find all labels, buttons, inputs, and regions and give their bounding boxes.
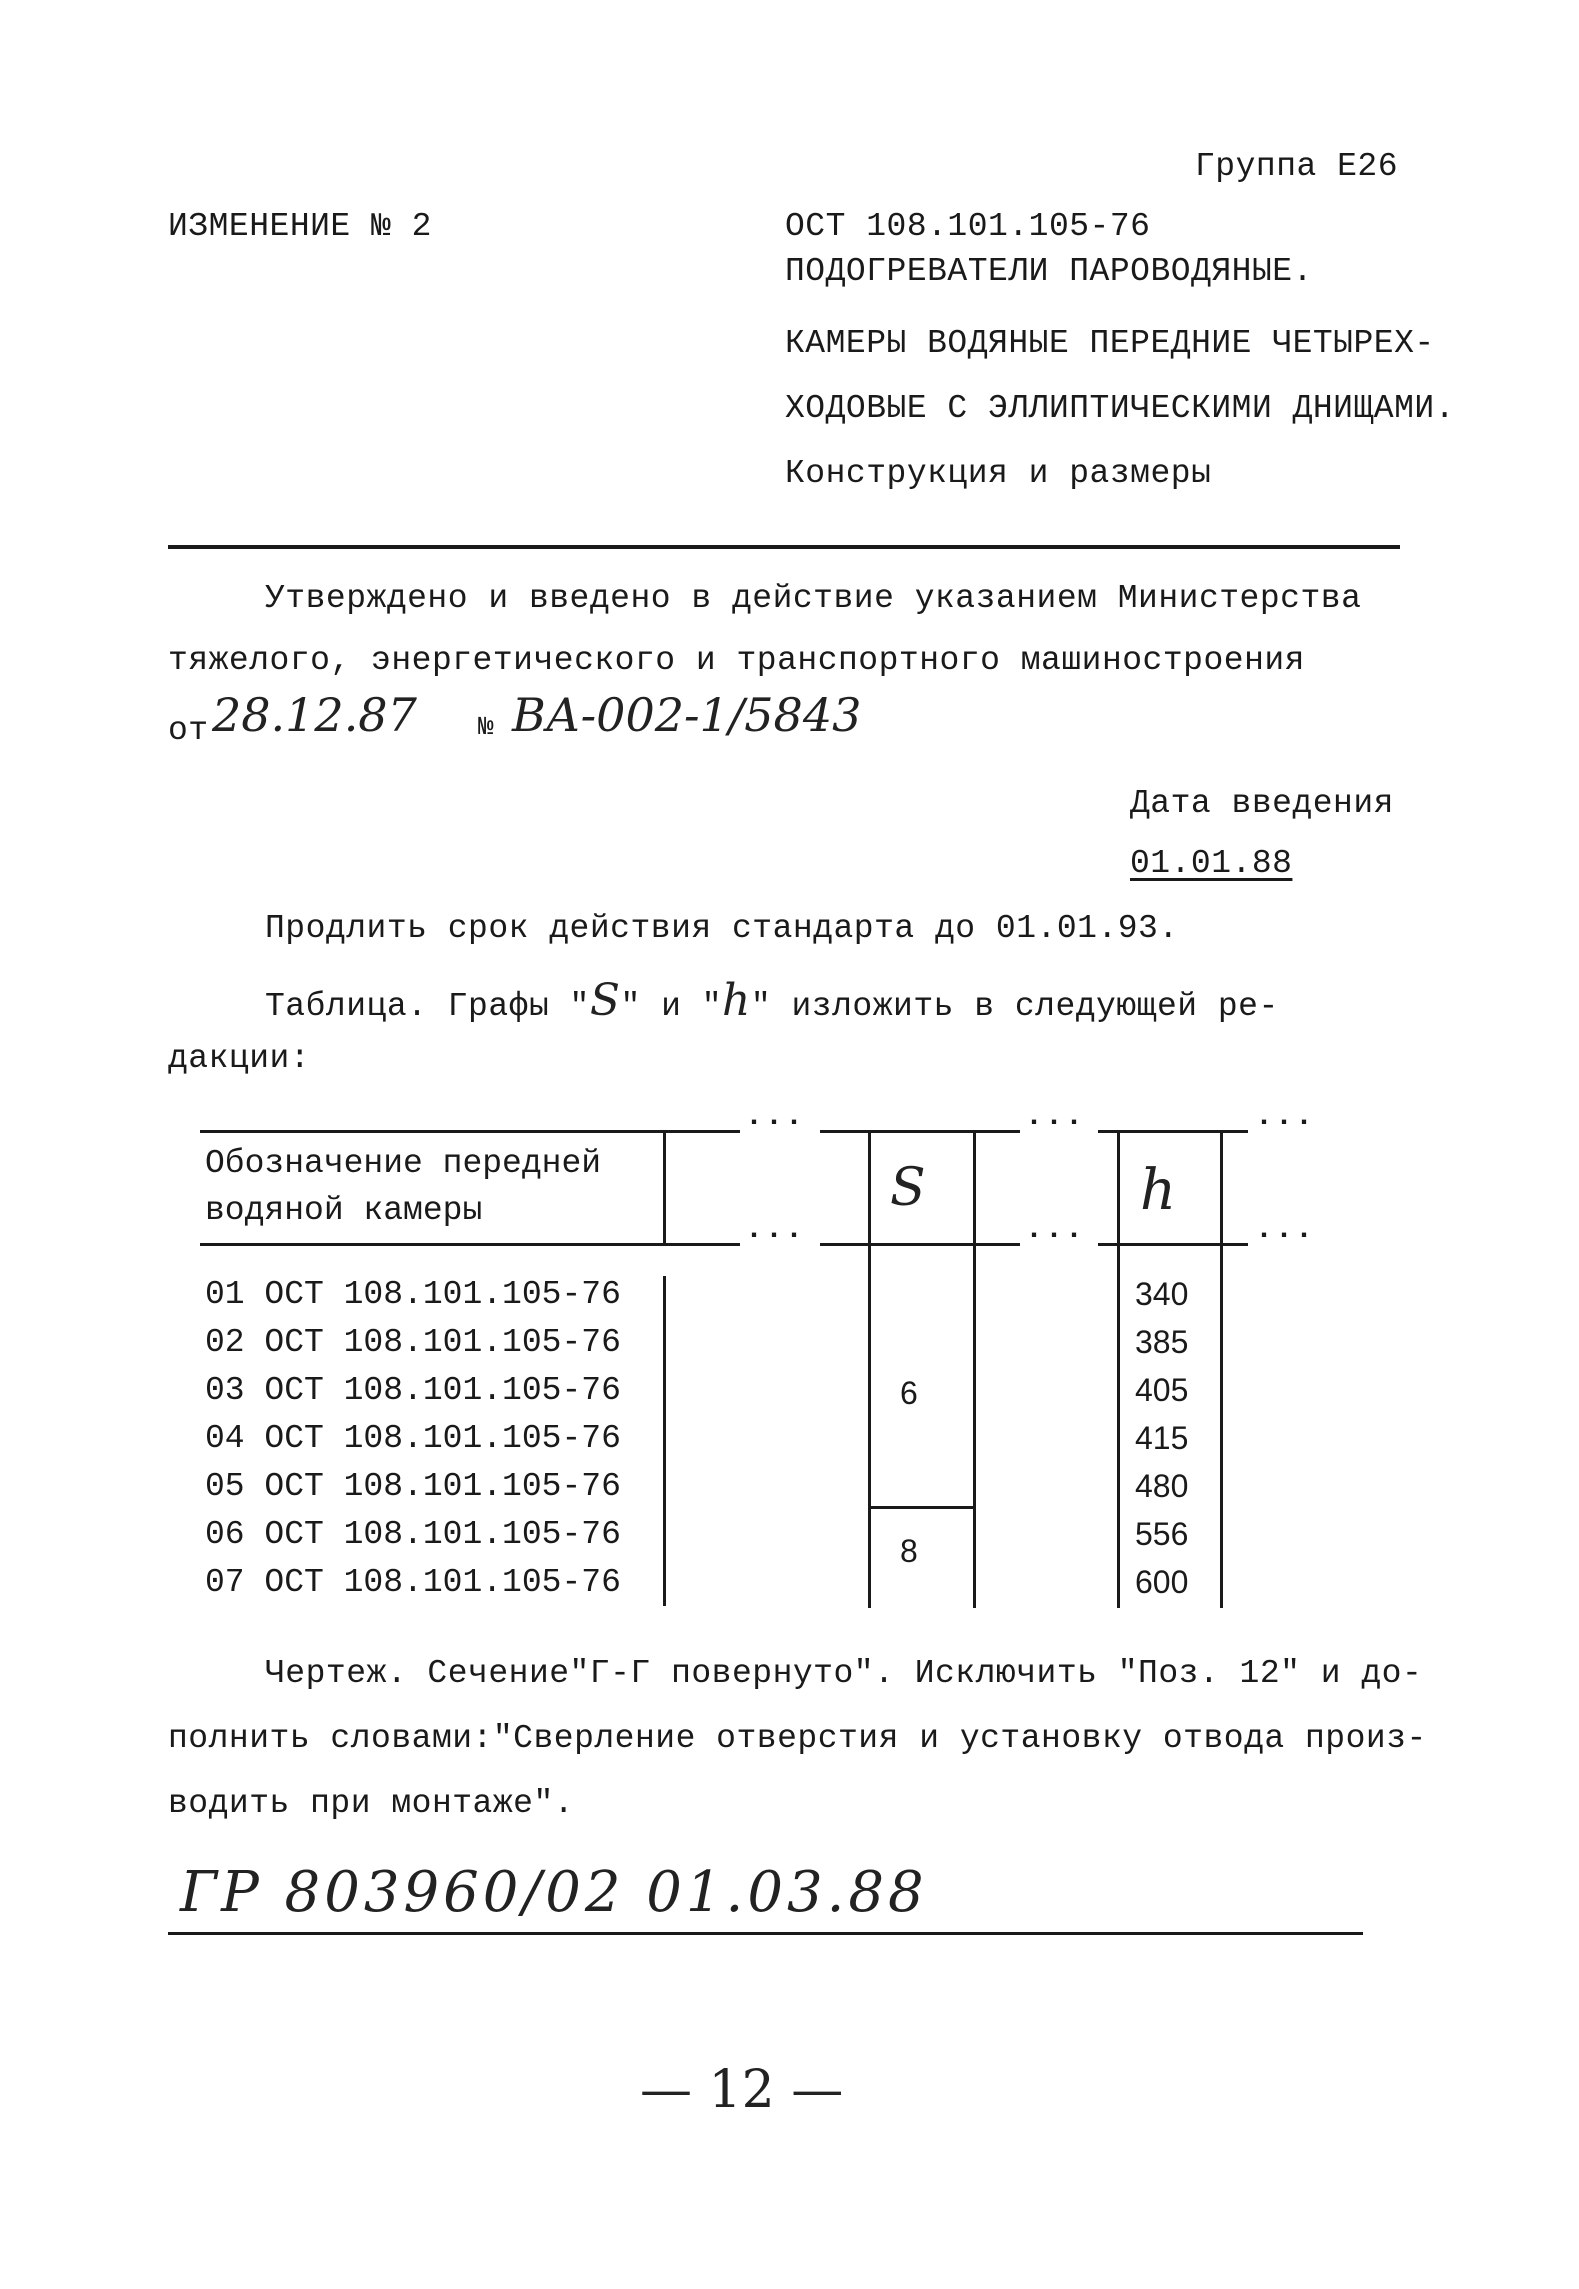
table-header-h: h (1140, 1158, 1177, 1223)
table-top-rule-1 (200, 1130, 740, 1133)
table-top-dots-3: ... (1255, 1100, 1316, 1134)
table-header-designation-2: водяной камеры (205, 1192, 483, 1229)
drawing-note-line-1: Чертеж. Сечение"Г-Г повернуто". Исключить "Поз. 12" и до- (265, 1655, 1423, 1692)
table-header-s: S (890, 1158, 926, 1218)
table-header-dots-3: ... (1255, 1213, 1316, 1247)
group-label: Группа Е26 (1195, 148, 1399, 185)
table-row-designation: 05 ОСТ 108.101.105-76 (205, 1468, 621, 1505)
table-row-designation: 03 ОСТ 108.101.105-76 (205, 1372, 621, 1409)
table-intro-s: S (589, 975, 621, 1026)
table-row-h: 405 (1135, 1372, 1189, 1408)
table-intro-line-2: дакции: (168, 1040, 311, 1077)
standard-number: ОСТ 108.101.105-76 (785, 208, 1151, 245)
table-intro-line (265, 975, 1279, 1026)
approval-from-prefix: от (168, 712, 209, 749)
intro-date-value: 01.01.88 (1130, 845, 1293, 882)
table-row-designation: 02 ОСТ 108.101.105-76 (205, 1324, 621, 1361)
table-col-line-h-left (1117, 1133, 1120, 1608)
table-header-dots-1: ... (745, 1213, 806, 1247)
header-divider (168, 545, 1400, 549)
registration-underline (168, 1932, 1363, 1935)
table-row-h: 480 (1135, 1468, 1189, 1504)
table-row-h: 556 (1135, 1516, 1189, 1552)
approval-line-1: Утверждено и введено в действие указанием Министерства (265, 580, 1362, 617)
table-col-line-h-right (1220, 1133, 1223, 1608)
table-col-line-s-right (973, 1133, 976, 1608)
table-header-dots-2: ... (1025, 1213, 1086, 1247)
table-intro-part-c: " изложить в следующей ре- (750, 988, 1279, 1025)
page-number: — 12 — (640, 2060, 844, 2120)
table-s-value-group-1: 6 (900, 1375, 918, 1411)
table-row-h: 340 (1135, 1276, 1189, 1312)
approval-number-prefix: № (478, 712, 495, 742)
table-s-group-divider (868, 1506, 976, 1509)
table-header-rule-3 (1098, 1243, 1248, 1246)
title-line-3: ХОДОВЫЕ С ЭЛЛИПТИЧЕСКИМИ ДНИЩАМИ. (785, 390, 1456, 427)
title-line-2: КАМЕРЫ ВОДЯНЫЕ ПЕРЕДНИЕ ЧЕТЫРЕХ- (785, 325, 1435, 362)
registration-handwritten: ГР 803960/02 01.03.88 (180, 1860, 928, 1925)
table-top-rule-2 (820, 1130, 1020, 1133)
approval-line-2: тяжелого, энергетического и транспортного машиностроения (168, 642, 1305, 679)
table-s-value-group-2: 8 (900, 1533, 918, 1569)
title-line-4: Конструкция и размеры (785, 455, 1212, 492)
table-intro-part-b: " и " (620, 988, 723, 1025)
table-row-designation: 06 ОСТ 108.101.105-76 (205, 1516, 621, 1553)
table-header-designation-1: Обозначение передней (205, 1145, 602, 1182)
table-top-dots-2: ... (1025, 1100, 1086, 1134)
table-intro-h: h (722, 975, 751, 1026)
intro-date-label: Дата введения (1130, 785, 1394, 822)
drawing-note-line-3: водить при монтаже". (168, 1785, 575, 1822)
approval-date-handwritten: 28.12.87 (212, 688, 417, 742)
drawing-note-line-2: полнить словами:"Сверление отверстия и установку отвода произ- (168, 1720, 1427, 1757)
table-header-rule-1 (200, 1243, 740, 1246)
table-header-rule-2 (820, 1243, 1020, 1246)
table-row-designation: 04 ОСТ 108.101.105-76 (205, 1420, 621, 1457)
extend-term-text: Продлить срок действия стандарта до 01.01.93. (265, 910, 1179, 947)
change-label: ИЗМЕНЕНИЕ № 2 (168, 208, 432, 245)
table-col-line-1-body (663, 1276, 666, 1606)
table-top-rule-3 (1098, 1130, 1248, 1133)
title-line-1: ПОДОГРЕВАТЕЛИ ПАРОВОДЯНЫЕ. (785, 253, 1313, 290)
table-row-h: 415 (1135, 1420, 1189, 1456)
table-row-h: 600 (1135, 1564, 1189, 1600)
table-row-h: 385 (1135, 1324, 1189, 1360)
table-row-designation: 01 ОСТ 108.101.105-76 (205, 1276, 621, 1313)
table-top-dots-1: ... (745, 1100, 806, 1134)
table-col-line-s-left (868, 1133, 871, 1608)
table-col-line-1 (663, 1133, 666, 1243)
table-row-designation: 07 ОСТ 108.101.105-76 (205, 1564, 621, 1601)
approval-number-handwritten: ВА-002-1/5843 (512, 688, 862, 742)
table-intro-part-a: Таблица. Графы " (265, 988, 590, 1025)
